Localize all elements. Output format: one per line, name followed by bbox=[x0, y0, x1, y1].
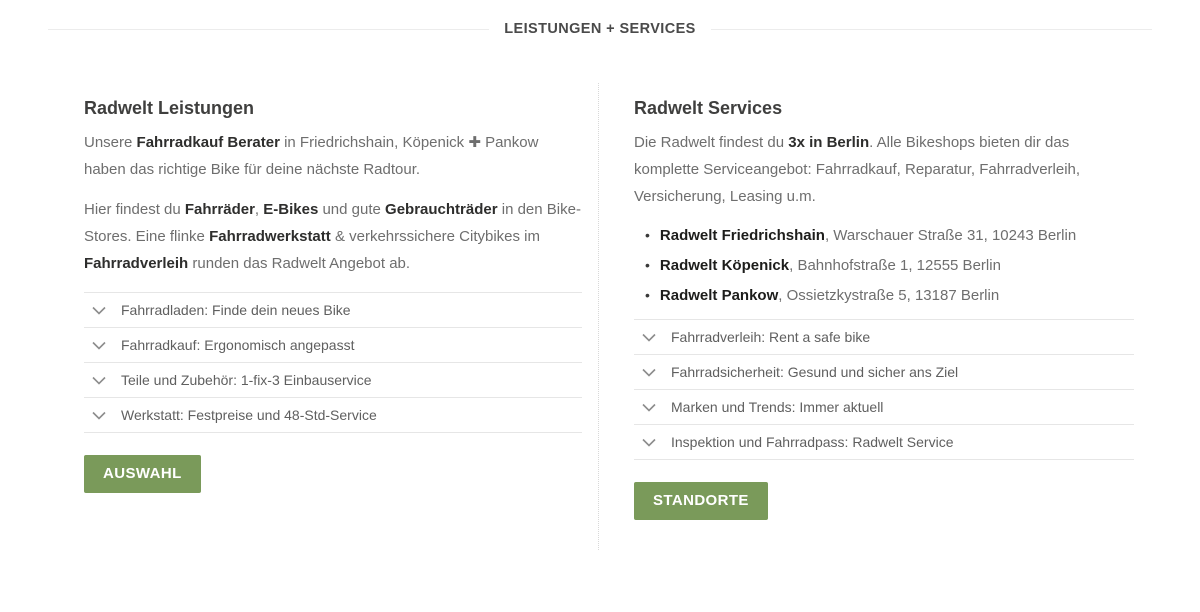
accordion-item[interactable] bbox=[634, 354, 1134, 389]
bullet-icon: • bbox=[645, 257, 650, 273]
chevron-down-icon bbox=[92, 411, 106, 420]
accordion-item-label: Fahrradsicherheit: Gesund und sicher ans Ziel bbox=[671, 364, 959, 380]
location-item bbox=[645, 287, 1134, 304]
location-text: Radwelt Pankow, Ossietzkystraße 5, 13187 Berlin bbox=[659, 287, 1000, 304]
services-column bbox=[634, 83, 1134, 550]
accordion-item[interactable] bbox=[84, 362, 582, 397]
section-header bbox=[48, 21, 1152, 37]
accordion-item-label: Fahrradkauf: Ergonomisch angepasst bbox=[121, 337, 355, 353]
accordion-item-label: Fahrradladen: Finde dein neues Bike bbox=[121, 302, 351, 318]
chevron-down-icon bbox=[92, 376, 106, 385]
chevron-down-icon bbox=[92, 341, 106, 350]
accordion-item-label: Marken und Trends: Immer aktuell bbox=[671, 399, 884, 415]
leistungen-intro-paragraph-2: Hier findest du Fahrräder, E-Bikes und gute Gebrauchträder in den Bike-Stores. Eine flinke Fahrradwerkstatt & verkehrssichere Citybikes im Fahrradverleih runden das Radwelt Angebot ab. bbox=[84, 201, 581, 272]
chevron-down-icon bbox=[642, 438, 656, 447]
accordion-item-label: Teile und Zubehör: 1-fix-3 Einbauservice bbox=[121, 372, 372, 388]
bullet-icon: • bbox=[645, 227, 650, 243]
chevron-down-icon bbox=[642, 333, 656, 342]
chevron-down-icon bbox=[642, 368, 656, 377]
location-item bbox=[645, 227, 1134, 244]
accordion-item[interactable] bbox=[84, 292, 582, 327]
services-heading: Radwelt Services bbox=[634, 98, 783, 118]
header-divider-line-right bbox=[711, 29, 1152, 30]
leistungen-intro-paragraph-1: Unsere Fahrradkauf Berater in Friedrichshain, Köpenick ✚ Pankow haben das richtige Bike für deine nächste Radtour. bbox=[84, 134, 539, 178]
accordion-item-label: Inspektion und Fahrradpass: Radwelt Service bbox=[671, 434, 954, 450]
section-title: LEISTUNGEN + SERVICES bbox=[504, 21, 696, 37]
chevron-down-icon bbox=[92, 306, 106, 315]
leistungen-column bbox=[84, 83, 582, 550]
accordion-item[interactable] bbox=[84, 327, 582, 362]
chevron-down-icon bbox=[642, 403, 656, 412]
content-columns bbox=[84, 83, 1134, 550]
column-divider bbox=[598, 83, 599, 550]
auswahl-button[interactable]: AUSWAHL bbox=[84, 455, 201, 493]
standorte-button[interactable]: STANDORTE bbox=[634, 482, 768, 520]
accordion-item[interactable] bbox=[84, 397, 582, 432]
header-divider-line-left bbox=[48, 29, 489, 30]
location-text: Radwelt Köpenick, Bahnhofstraße 1, 12555 Berlin bbox=[659, 257, 1001, 274]
location-item bbox=[645, 257, 1134, 274]
services-accordion-list bbox=[634, 319, 1134, 460]
accordion-item[interactable] bbox=[634, 389, 1134, 424]
locations-list bbox=[634, 227, 1134, 304]
services-intro-paragraph: Die Radwelt findest du 3x in Berlin. Alle Bikeshops bieten dir das komplette Serviceangebot: Fahrradkauf, Reparatur, Fahrradverleih, Versicherung, Leasing u.m. bbox=[634, 134, 1081, 205]
leistungen-heading: Radwelt Leistungen bbox=[84, 98, 255, 118]
leistungen-accordion-list bbox=[84, 292, 582, 433]
accordion-item-label: Fahrradverleih: Rent a safe bike bbox=[671, 329, 871, 345]
bullet-icon: • bbox=[645, 287, 650, 303]
accordion-item[interactable] bbox=[634, 319, 1134, 354]
accordion-item-label: Werkstatt: Festpreise und 48-Std-Service bbox=[121, 407, 377, 423]
location-text: Radwelt Friedrichshain, Warschauer Straße 31, 10243 Berlin bbox=[659, 227, 1077, 244]
accordion-item[interactable] bbox=[634, 424, 1134, 459]
